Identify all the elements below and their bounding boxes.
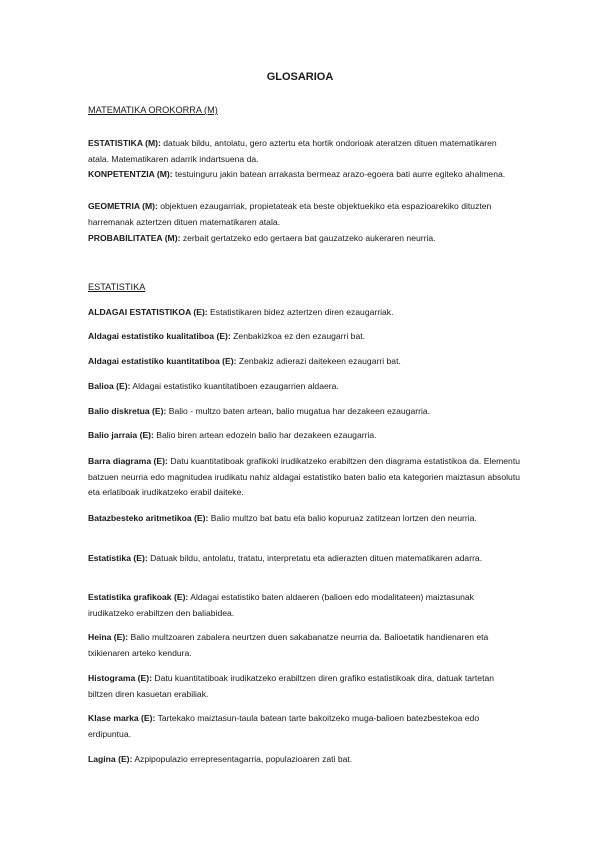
glossary-term: ALDAGAI ESTATISTIKOA (E): bbox=[88, 307, 208, 317]
glossary-term: Klase marka (E): bbox=[88, 713, 156, 723]
glossary-definition: zerbait gertatzeko edo gertaera bat gauzatzeko aukeraren neurria. bbox=[180, 233, 436, 243]
section-heading-estatistika: ESTATISTIKA bbox=[88, 282, 146, 292]
glossary-entry-klase-marka bbox=[88, 711, 520, 742]
glossary-definition: Zenbakizkoa ez den ezaugarri bat. bbox=[230, 331, 366, 341]
glossary-definition: Balio biren artean edozein balio har dezakeen ezaugarria. bbox=[153, 430, 377, 440]
section-heading-matematika: MATEMATIKA OROKORRA (M) bbox=[88, 105, 218, 115]
glossary-definition: objektuen ezaugarriak, propietateak eta beste objektuekiko eta espazioarekiko dituzten harremanak aztertzen dituen matematikaren atala. bbox=[88, 201, 492, 227]
glossary-term: Batazbesteko aritmetikoa (E): bbox=[88, 513, 209, 523]
glossary-entry-estatistika-m bbox=[88, 136, 520, 167]
glossary-entry-batazbesteko bbox=[88, 511, 520, 527]
glossary-definition: testuinguru jakin batean arrakasta bermeaz arazo-egoera bati aurre egiteko ahalmena. bbox=[172, 169, 506, 179]
glossary-definition: Balio multzo bat batu eta balio kopuruaz zatitzean lortzen den neurria. bbox=[208, 513, 477, 523]
glossary-definition: Estatistikaren bidez aztertzen diren ezaugarriak. bbox=[207, 307, 394, 317]
glossary-entry-kuantitatiboa bbox=[88, 354, 520, 370]
glossary-definition: datuak bildu, antolatu, gero aztertu eta hortik ondorioak ateratzen dituen matematikaren atala. Matematikaren adarrik indartsuena da. bbox=[88, 138, 497, 164]
glossary-definition: Balio multzoaren zabalera neurtzen duen sakabanatze neurria da. Balioetatik handienaren eta txikienaren arteko kendura. bbox=[88, 632, 489, 658]
glossary-term: Histograma (E): bbox=[88, 673, 152, 683]
glossary-definition: Tartekako maiztasun-taula batean tarte bakoitzeko muga-balioen batezbestekoa edo erdipuntua. bbox=[88, 713, 480, 739]
glossary-entry-probabilitatea bbox=[88, 231, 520, 247]
glossary-term: ESTATISTIKA (M): bbox=[88, 138, 161, 148]
glossary-definition: Datu kuantitatiboak irudikatzeko erabiltzen diren grafiko estatistikoak dira, datuak tartetan biltzen diren kasuetan erabiliak. bbox=[88, 673, 495, 699]
glossary-definition: Azpipopulazio errepresentagarria, populazioaren zati bat. bbox=[132, 754, 353, 764]
glossary-definition: Aldagai estatistiko kuantitatiboen ezaugarrien aldaera. bbox=[130, 381, 339, 391]
glossary-term: PROBABILITATEA (M): bbox=[88, 233, 181, 243]
glossary-entry-balio-diskretua bbox=[88, 404, 520, 420]
glossary-term: KONPETENTZIA (M): bbox=[88, 169, 173, 179]
glossary-term: Aldagai estatistiko kuantitatiboa (E): bbox=[88, 356, 237, 366]
glossary-entry-aldagai-estatistikoa bbox=[88, 305, 520, 321]
glossary-term: Balioa (E): bbox=[88, 381, 131, 391]
glossary-term: Barra diagrama (E): bbox=[88, 456, 168, 466]
glossary-entry-histograma bbox=[88, 671, 520, 702]
glossary-entry-lagina bbox=[88, 752, 520, 768]
glossary-definition: Zenbakiz adierazi daitekeen ezaugarri bat. bbox=[236, 356, 401, 366]
glossary-entry-estatistika-grafikoak bbox=[88, 590, 520, 621]
glossary-term: Lagina (E): bbox=[88, 754, 133, 764]
glossary-term: Estatistika grafikoak (E): bbox=[88, 592, 189, 602]
glossary-definition: Datuak bildu, antolatu, tratatu, interpretatu eta adierazten dituen matematikaren adarra. bbox=[147, 553, 483, 563]
glossary-term: Balio jarraia (E): bbox=[88, 430, 154, 440]
glossary-entry-balio-jarraia bbox=[88, 428, 520, 444]
glossary-term: Aldagai estatistiko kualitatiboa (E): bbox=[88, 331, 231, 341]
page-title: GLOSARIOA bbox=[266, 71, 334, 83]
glossary-term: Estatistika (E): bbox=[88, 553, 148, 563]
glossary-term: Heina (E): bbox=[88, 632, 129, 642]
glossary-entry-balioa bbox=[88, 379, 520, 395]
glossary-definition: Datu kuantitatiboak grafikoki irudikatzeko erabiltzen den diagrama estatistikoa da. Elementu batzuen neurria edo magnitudea irudikatu nahiz aldagai estatistiko baten balio eta kategorien maiztasun absolutu eta erlatiboak irudikatzeko erabil daiteke. bbox=[88, 456, 520, 498]
glossary-term: GEOMETRIA (M): bbox=[88, 201, 158, 211]
glossary-definition: Balio - multzo baten artean, balio mugatua har dezakeen ezaugarria. bbox=[166, 406, 431, 416]
glossary-entry-heina bbox=[88, 630, 520, 661]
glossary-entry-kualitatiboa bbox=[88, 329, 520, 345]
glossary-entry-konpetentzia bbox=[88, 167, 520, 183]
glossary-entry-geometria bbox=[88, 199, 520, 230]
glossary-entry-barra-diagrama bbox=[88, 454, 520, 501]
glossary-entry-estatistika-e bbox=[88, 551, 520, 567]
glossary-term: Balio diskretua (E): bbox=[88, 406, 167, 416]
glossary-definition: Aldagai estatistiko baten aldaeren (balioen edo modalitateen) maiztasunak irudikatzeko erabiltzen den baliabidea. bbox=[88, 592, 474, 618]
